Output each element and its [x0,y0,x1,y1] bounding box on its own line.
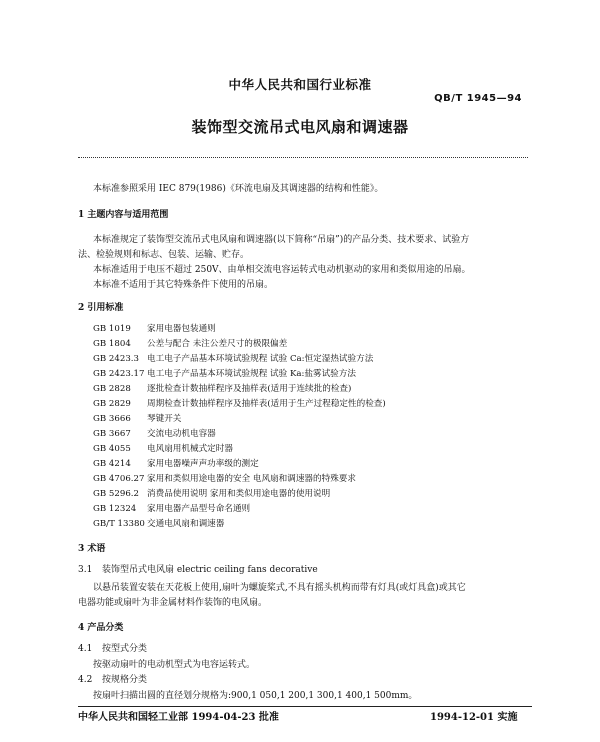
section-1-paragraph-1-line-1: 本标准规定了装饰型交流吊式电风扇和调速器(以下简称“吊扇”)的产品分类、技术要求、试验方 [93,235,470,245]
reference-title: 家用电器产品型号命名通则 [147,504,251,514]
reference-item [93,397,386,409]
reference-code: GB/T 13380 [93,519,145,529]
reference-title: 交流电动机电容器 [147,429,216,439]
subsection-4-2-heading [78,672,147,685]
subsection-title: 按规格分类 [102,675,148,685]
reference-title: 家用电器噪声声功率级的测定 [147,459,259,469]
reference-item [93,352,373,364]
reference-title: 家用电器包装通则 [147,324,216,334]
reference-item [93,457,259,469]
subsection-number: 4.1 [78,644,93,654]
section-1-paragraph-3: 本标准不适用于其它特殊条件下使用的吊扇。 [93,280,274,290]
term-name: 装饰型吊式电风扇 electric ceiling fans decorative [102,565,318,575]
reference-title: 消费品使用说明 家用和类似用途电器的使用说明 [147,489,331,499]
reference-title: 逐批检查计数抽样程序及抽样表(适用于连续批的检查) [147,384,352,394]
reference-code: GB 4055 [93,444,131,454]
reference-title: 电风扇用机械式定时器 [147,444,233,454]
subsection-4-1-heading [78,641,147,654]
reference-title: 周期检查计数抽样程序及抽样表(适用于生产过程稳定性的检查) [147,399,386,409]
reference-code: GB 2423.3 [93,354,139,364]
reference-code: GB 5296.2 [93,489,139,499]
intro-paragraph: 本标准参照采用 IEC 879(1986)《环流电扇及其调速器的结构和性能》。 [93,184,384,194]
reference-code: GB 3667 [93,429,131,439]
term-definition-line-2: 电器功能或扇叶为非金属材料作装饰的电风扇。 [78,598,268,608]
header-divider [78,157,528,158]
term-number: 3.1 [78,565,93,575]
reference-item [93,337,287,349]
section-1-heading: 1 主题内容与适用范围 [78,210,169,220]
reference-item [93,412,181,424]
term-3-1 [78,562,318,575]
reference-item [93,517,224,529]
reference-title: 琴键开关 [147,414,182,424]
subsection-4-1-text: 按驱动扇叶的电动机型式为电容运转式。 [93,660,256,670]
reference-title: 公差与配合 未注公差尺寸的极限偏差 [147,339,288,349]
reference-item [93,487,330,499]
reference-item [93,442,233,454]
reference-code: GB 4214 [93,459,131,469]
document-title: 装饰型交流吊式电风扇和调速器 [191,118,409,136]
reference-code: GB 2828 [93,384,131,394]
reference-item [93,427,216,439]
reference-title: 交通电风扇和调速器 [147,519,225,529]
subsection-4-2-text: 按扇叶扫描出圆的直径划分规格为:900,1 050,1 200,1 300,1 400,1 500mm。 [93,691,418,701]
implementation-date: 1994-12-01 实施 [430,712,518,723]
reference-code: GB 1019 [93,324,131,334]
ministry-title: 中华人民共和国行业标准 [228,77,372,92]
section-2-heading: 2 引用标准 [78,303,124,313]
reference-code: GB 1804 [93,339,131,349]
reference-title: 电工电子产品基本环境试验规程 试验 Ka:盐雾试验方法 [147,369,356,379]
reference-item [93,322,216,334]
approval-statement: 中华人民共和国轻工业部 1994-04-23 批准 [78,712,279,723]
reference-code: GB 4706.27 [93,474,145,484]
section-1-paragraph-2: 本标准适用于电压不超过 250V、由单相交流电容运转式电动机驱动的家用和类似用途的吊扇。 [93,265,471,275]
standard-number: QB/T 1945—94 [434,93,522,104]
subsection-number: 4.2 [78,675,93,685]
reference-title: 电工电子产品基本环境试验规程 试验 Ca:恒定湿热试验方法 [147,354,374,364]
section-1-paragraph-1-line-2: 法、检验规则和标志、包装、运输、贮存。 [78,250,250,260]
reference-code: GB 12324 [93,504,137,514]
reference-title: 家用和类似用途电器的安全 电风扇和调速器的特殊要求 [147,474,356,484]
subsection-title: 按型式分类 [102,644,148,654]
reference-code: GB 2423.17 [93,369,145,379]
footer-divider [78,706,532,707]
reference-code: GB 2829 [93,399,131,409]
reference-item [93,502,250,514]
reference-item [93,472,356,484]
term-definition-line-1: 以悬吊装置安装在天花板上使用,扇叶为螺旋桨式,不具有摇头机构而带有灯具(或灯具盒)或其它 [93,583,466,593]
section-3-heading: 3 术语 [78,544,106,554]
reference-code: GB 3666 [93,414,131,424]
section-4-heading: 4 产品分类 [78,623,124,633]
reference-item [93,382,351,394]
reference-item [93,367,356,379]
